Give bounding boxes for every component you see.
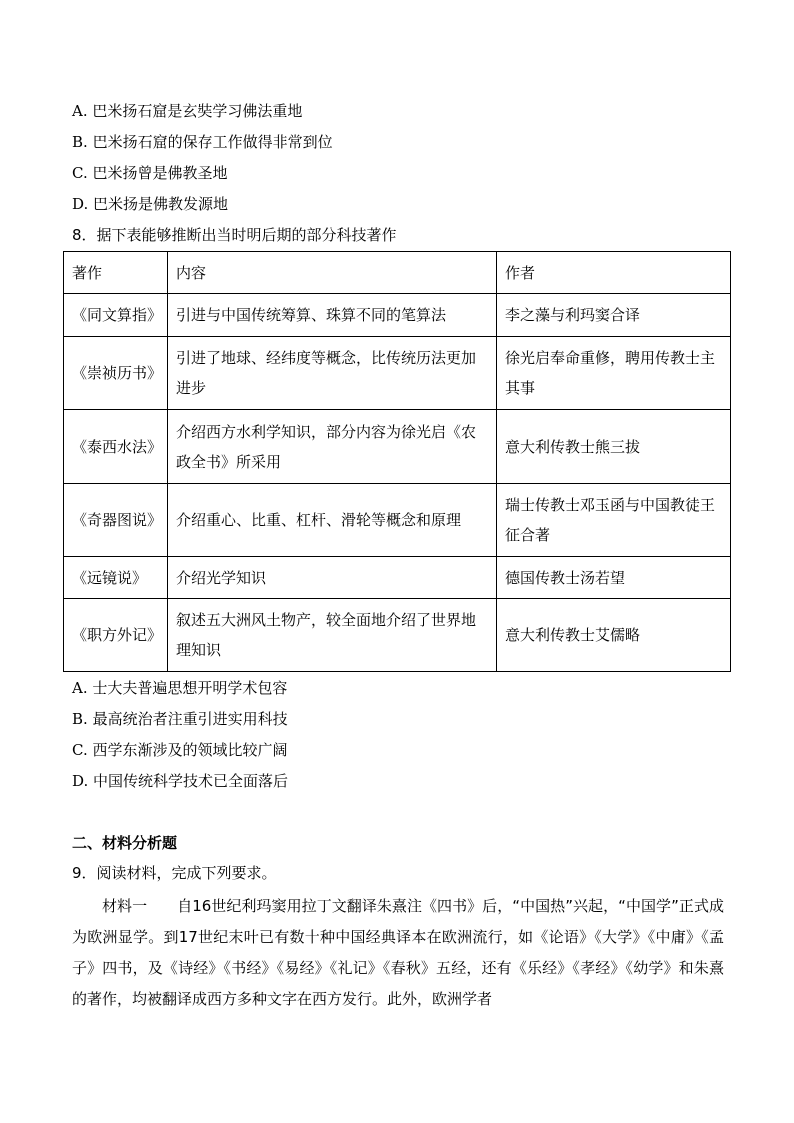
q8-option-d [72, 771, 288, 791]
q7-option-c [72, 163, 228, 183]
option-text: 巴米扬石窟的保存工作做得非常到位 [92, 133, 333, 151]
option-text: 中国传统科学技术已全面落后 [93, 772, 289, 790]
option-text: 巴米扬曾是佛教圣地 [92, 164, 228, 182]
header-cell: 作者 [497, 252, 731, 294]
q8-option-a [72, 678, 287, 698]
table-cell: 李之藻与利玛窦合译 [497, 294, 731, 337]
table-cell: 《职方外记》 [64, 599, 168, 672]
option-letter: C. [72, 741, 88, 759]
table-cell: 《远镜说》 [64, 557, 168, 599]
q8-stem: 8．据下表能够推断出当时明后期的部分科技著作 [72, 226, 397, 244]
table-row [64, 410, 731, 484]
table-cell: 叙述五大洲风土物产，较全面地介绍了世界地理知识 [168, 599, 497, 672]
table-cell: 《泰西水法》 [64, 410, 168, 484]
option-letter: A. [72, 102, 88, 120]
q7-option-a [72, 101, 302, 121]
table-cell: 《奇器图说》 [64, 484, 168, 557]
table-row [64, 337, 731, 410]
table-cell: 引进了地球、经纬度等概念，比传统历法更加进步 [168, 337, 497, 410]
q8-option-c [72, 740, 288, 760]
table-cell: 介绍重心、比重、杠杆、滑轮等概念和原理 [168, 484, 497, 557]
q7-option-b [72, 132, 333, 152]
header-cell: 内容 [168, 252, 497, 294]
table-row [64, 599, 731, 672]
q7-option-d [72, 194, 228, 214]
table-cell: 引进与中国传统筹算、珠算不同的笔算法 [168, 294, 497, 337]
option-letter: D. [72, 195, 89, 213]
table-cell: 介绍光学知识 [168, 557, 497, 599]
table-cell: 介绍西方水利学知识，部分内容为徐光启《农政全书》所采用 [168, 410, 497, 484]
table-cell: 瑞士传教士邓玉函与中国教徒王征合著 [497, 484, 731, 557]
option-letter: B. [72, 133, 88, 151]
table-header-row [64, 252, 731, 294]
option-letter: A. [72, 679, 88, 697]
option-text: 士大夫普遍思想开明学术包容 [92, 679, 288, 697]
table-row [64, 484, 731, 557]
table-cell: 意大利传教士熊三拔 [497, 410, 731, 484]
material-1-paragraph: 材料一 自16世纪利玛窦用拉丁文翻译朱熹注《四书》后，“中国热”兴起，“中国学”正式成为欧洲显学。到17世纪末叶已有数十种中国经典译本在欧洲流行，如《论语》《大学》《中庸》《孟子》四书，及《诗经》《书经》《易经》《礼记》《春秋》五经，还有《乐经》《孝经》《幼学》和朱熹的著作，均被翻译成西方多种文字在西方发行。此外，欧洲学者 [72, 897, 724, 1008]
table-cell: 《崇祯历书》 [64, 337, 168, 410]
table-cell: 意大利传教士艾儒略 [497, 599, 731, 672]
option-text: 巴米扬石窟是玄奘学习佛法重地 [92, 102, 303, 120]
section-title: 二、材料分析题 [72, 834, 178, 852]
option-text: 巴米扬是佛教发源地 [93, 195, 229, 213]
option-letter: D. [72, 772, 89, 790]
table-cell: 徐光启奉命重修，聘用传教士主其事 [497, 337, 731, 410]
header-cell: 著作 [64, 252, 168, 294]
option-letter: B. [72, 710, 88, 728]
option-text: 西学东渐涉及的领域比较广阔 [92, 741, 288, 759]
q9-stem: 9．阅读材料，完成下列要求。 [72, 864, 277, 882]
q8-option-b [72, 709, 288, 729]
table-row [64, 557, 731, 599]
q8-table [63, 251, 731, 672]
table-cell: 德国传教士汤若望 [497, 557, 731, 599]
table-cell: 《同文算指》 [64, 294, 168, 337]
option-letter: C. [72, 164, 88, 182]
option-text: 最高统治者注重引进实用科技 [92, 710, 288, 728]
table-row [64, 294, 731, 337]
